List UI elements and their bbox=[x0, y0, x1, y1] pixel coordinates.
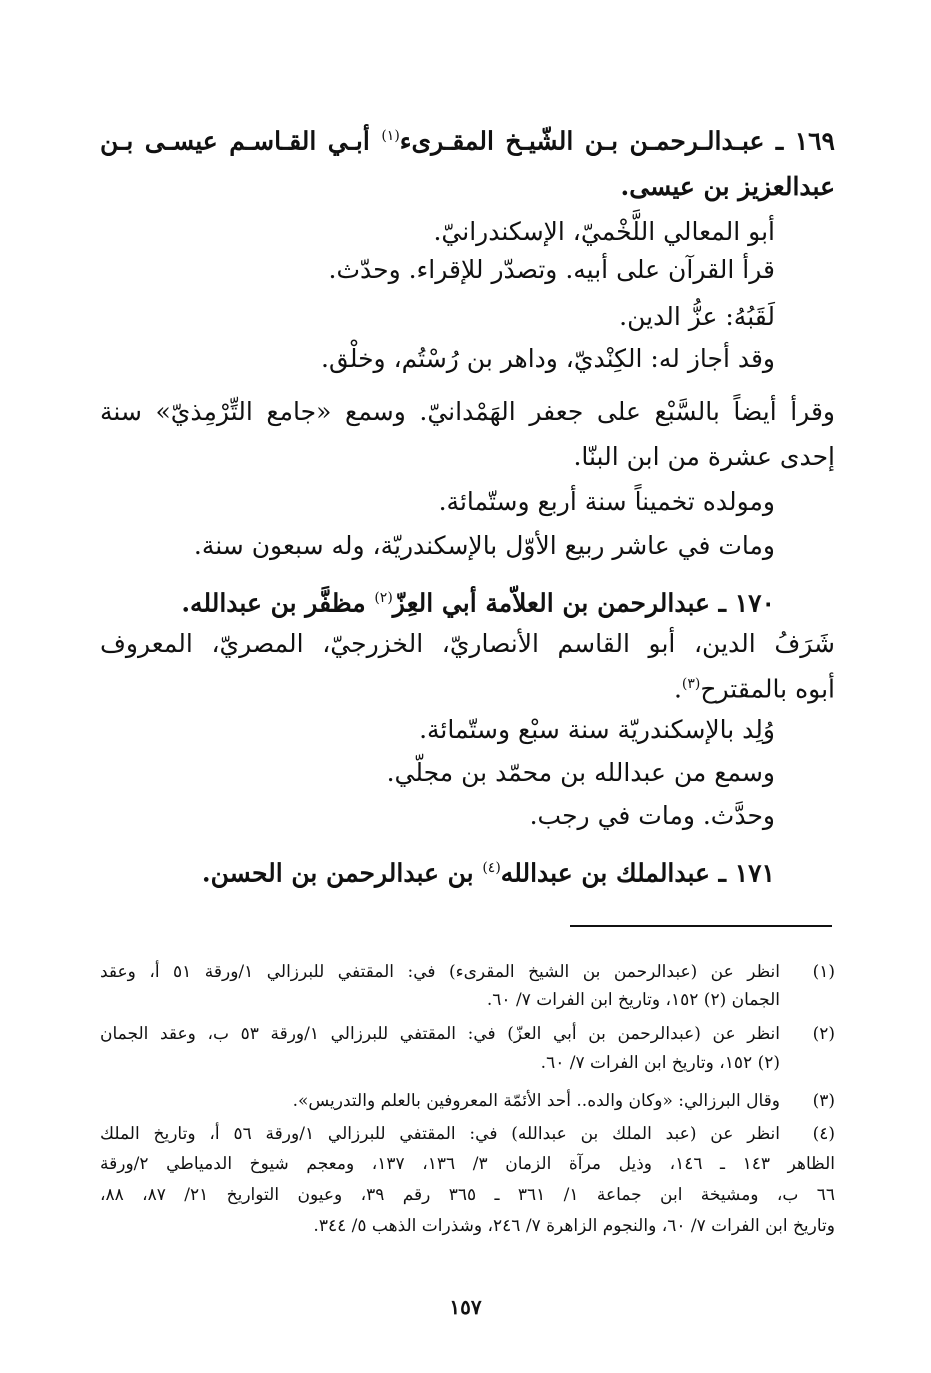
footnote-separator bbox=[570, 925, 832, 927]
footnote-line: انظر عن (عبدالرحمن بن الشيخ المقرىء) في: المقتفي للبرزالي ١/ورقة ٥١ أ، وعقد bbox=[100, 962, 781, 982]
footnote-line: وتاريخ ابن الفرات ٧/ ٦٠، والنجوم الزاهرة ٧/ ٢٤٦، وشذرات الذهب ٥/ ٣٤٤. bbox=[313, 1216, 835, 1236]
text-line: إحدى عشرة من ابن البنّا. bbox=[573, 442, 835, 471]
footnote-ref-4[interactable]: (٤) bbox=[482, 860, 501, 876]
text-line: أبو المعالي اللَّخْميّ، الإسكندرانيّ. bbox=[433, 217, 775, 246]
footnote-ref-2[interactable]: (٢) bbox=[374, 590, 393, 606]
text-line: أبوه بالمقترح$^{(٣)}$. bbox=[673, 674, 835, 704]
footnote-ref-3[interactable]: (٣) bbox=[681, 676, 701, 692]
entry-169-heading-line-1: ١٦٩ ـ عبـدالـرحمـن بـن الشّيـخ المقـرىء$^{(١)}$ أبـي القـاسـم عيسـى بـن bbox=[100, 126, 835, 156]
page-number: ١٥٧ bbox=[449, 1295, 482, 1319]
footnote-line: (٢) ١٥٢، وتاريخ ابن الفرات ٧/ ٦٠. bbox=[540, 1053, 780, 1073]
text-line: ومات في عاشر ربيع الأوّل بالإسكندريّة، وله سبعون سنة. bbox=[193, 531, 775, 560]
footnote-number: (٣) bbox=[812, 1091, 835, 1111]
footnote-number: (٢) bbox=[812, 1024, 835, 1044]
entry-170-heading: ١٧٠ ـ عبدالرحمن بن العلاّمة أبي العِزّ$^{(٢)}$ مظفَّر بن عبدالله. bbox=[181, 588, 775, 618]
text-line: شَرَفُ الدين، أبو القاسم الأنصاريّ، الخزرجيّ، المصريّ، المعروف bbox=[100, 629, 835, 658]
text-line: وُلِد بالإسكندريّة سنة سبْع وستّمائة. bbox=[419, 715, 775, 744]
text-line: وسمع من عبدالله بن محمّد بن مجلّي. bbox=[386, 758, 775, 787]
footnote-number: (٤) bbox=[812, 1124, 835, 1144]
text-line: وقد أجاز له: الكِنْديّ، وداهر بن رُسْتُم، وخلْق. bbox=[321, 344, 775, 373]
footnote-line: الظاهر ١٤٣ ـ ١٤٦، وذيل مرآة الزمان ٣/ ١٣٦، ١٣٧، ومعجم شيوخ الدمياطي ٢/ورقة bbox=[100, 1154, 836, 1174]
footnote-line: ٦٦ ب، ومشيخة ابن جماعة ١/ ٣٦١ ـ ٣٦٥ رقم ٣٩، وعيون التواريخ ٢١/ ٨٧، ٨٨، bbox=[100, 1185, 836, 1205]
text-line: قرأ القرآن على أبيه. وتصدّر للإقراء. وحدّث. bbox=[328, 255, 775, 284]
footnote-number: (١) bbox=[812, 962, 835, 982]
entry-169-heading-line-2: عبدالعزيز بن عيسى. bbox=[620, 172, 835, 201]
text-line: لَقَبُهُ: عزُّ الدين. bbox=[619, 302, 775, 331]
footnote-ref-1[interactable]: (١) bbox=[381, 128, 400, 144]
text-line: ومولده تخميناً سنة أربع وستّمائة. bbox=[438, 487, 775, 516]
text-line: وحدَّث. ومات في رجب. bbox=[529, 801, 775, 830]
text-line: وقرأ أيضاً بالسَّبْع على جعفر الهَمْدانيّ. وسمع «جامع التِّرْمِذيّ» سنة bbox=[100, 397, 835, 426]
footnote-line: الجمان (٢) ١٥٢، وتاريخ ابن الفرات ٧/ ٦٠. bbox=[486, 990, 780, 1010]
footnote-line: وقال البرزالي: «وكان والده.. أحد الأئمّة المعروفين بالعلم والتدريس». bbox=[292, 1091, 780, 1111]
footnote-line: انظر عن (عبدالرحمن بن أبي العزّ) في: المقتفي للبرزالي ١/ورقة ٥٣ ب، وعقد الجمان bbox=[100, 1024, 780, 1044]
entry-171-heading: ١٧١ ـ عبدالملك بن عبدالله$^{(٤)}$ بن عبدالرحمن بن الحسن. bbox=[201, 858, 775, 888]
footnote-line: انظر عن (عبد الملك بن عبدالله) في: المقتفي للبرزالي ١/ورقة ٥٦ أ، وتاريخ الملك bbox=[100, 1124, 781, 1144]
